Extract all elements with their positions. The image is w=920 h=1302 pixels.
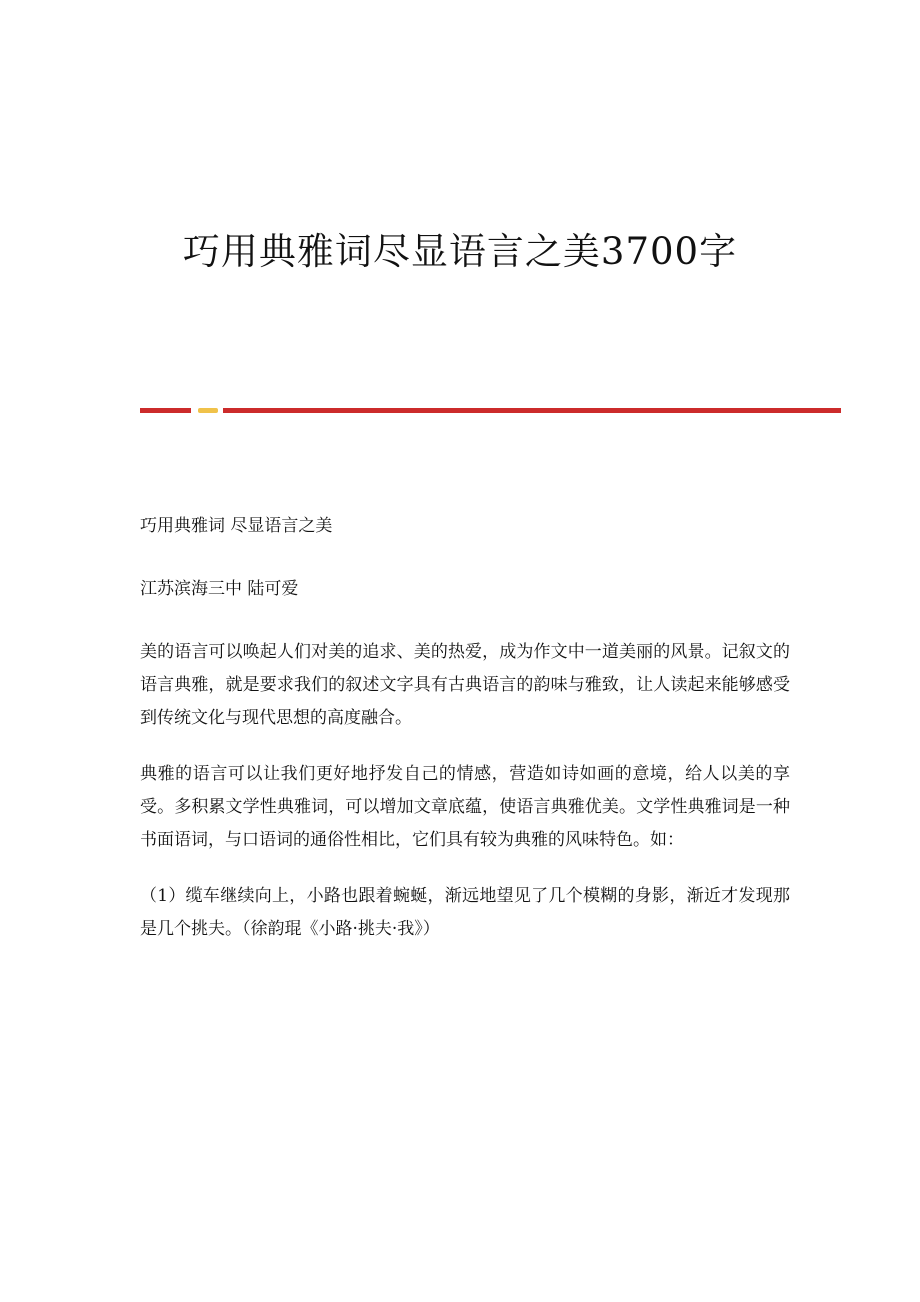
document-body [140,510,790,969]
article-subtitle: 巧用典雅词 尽显语言之美 [140,516,333,536]
document-title: 巧用典雅词尽显语言之美3700字 [182,230,738,273]
paragraph: 典雅的语言可以让我们更好地抒发自己的情感，营造如诗如画的意境，给人以美的享受。多积累文学性典雅词，可以增加文章底蕴，使语言典雅优美。文学性典雅词是一种书面语词，与口语词的通俗性相比，它们具有较为典雅的风味特色。如： [140,764,790,850]
paragraph: 美的语言可以唤起人们对美的追求、美的热爱，成为作文中一道美丽的风景。记叙文的语言典雅，就是要求我们的叙述文字具有古典语言的韵味与雅致，让人读起来能够感受到传统文化与现代思想的高度融合。 [140,642,790,728]
divider-right-segment [223,408,841,413]
title-divider [140,408,841,413]
author-line: 江苏滨海三中 陆可爱 [140,579,299,599]
divider-left-segment [140,408,191,413]
divider-ornament-icon [198,408,218,413]
paragraph: （1）缆车继续向上，小路也跟着蜿蜒，渐远地望见了几个模糊的身影，渐近才发现那是几个挑夫。（徐韵琨《小路·挑夫·我》） [140,886,790,939]
